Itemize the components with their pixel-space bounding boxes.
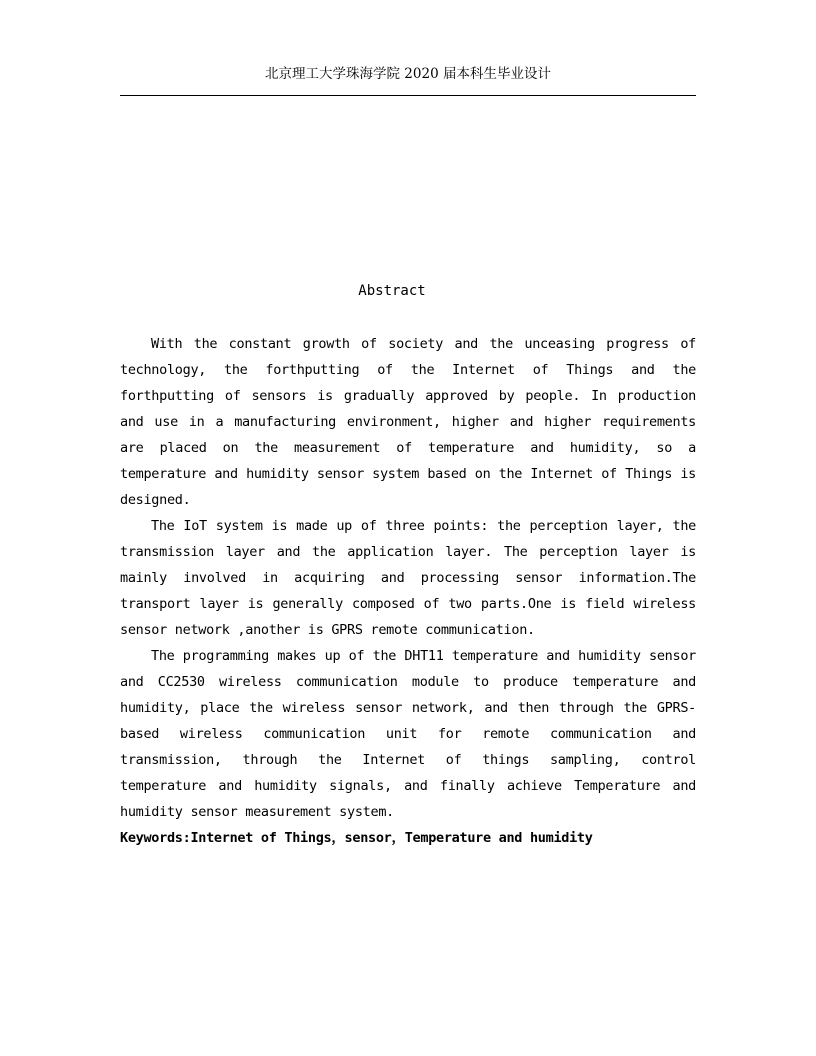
keywords-line: Keywords:Internet of Things，sensor，Temperature and humidity xyxy=(120,830,593,846)
abstract-paragraph-1: With the constant growth of society and the unceasing progress of technology, the forthputting of the Internet of Things and the forthputting of sensors is gradually approved by people. In production and use in a manufacturing environment, higher and higher requirements are placed on the measurement of temperature and humidity, so a temperature and humidity sensor system based on the Internet of Things is designed. xyxy=(120,336,696,508)
abstract-title: Abstract xyxy=(358,283,426,299)
page-header: 北京理工大学珠海学院 2020 届本科生毕业设计 xyxy=(265,66,551,82)
header-divider xyxy=(120,95,696,96)
abstract-paragraph-3: The programming makes up of the DHT11 temperature and humidity sensor and CC2530 wireless communication module to produce temperature and humidity, place the wireless sensor network, and then through the GPRS-based wireless communication unit for remote communication and transmission, through the Internet of things sampling, control temperature and humidity signals, and finally achieve Temperature and humidity sensor measurement system. xyxy=(120,648,696,820)
abstract-paragraph-2: The IoT system is made up of three points: the perception layer, the transmission layer and the application layer. The perception layer is mainly involved in acquiring and processing sensor information.The transport layer is generally composed of two parts.One is field wireless sensor network ,another is GPRS remote communication. xyxy=(120,518,696,638)
abstract-body xyxy=(120,331,696,851)
